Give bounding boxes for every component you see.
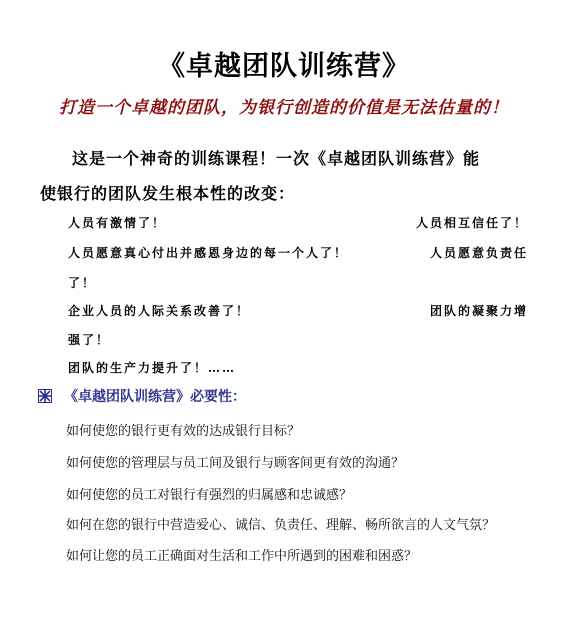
necessity-heading: 《卓越团队训练营》必要性： <box>64 389 246 405</box>
benefit-responsibility-cont: 了！ <box>68 276 97 290</box>
benefit-responsibility: 人员愿意负责任 <box>429 246 528 260</box>
question-4: 如何在您的银行中营造爱心、诚信、负责任、理解、畅所欲言的人文气氛？ <box>66 518 496 533</box>
question-5: 如何让您的员工正确面对生活和工作中所遇到的困难和困惑？ <box>66 549 418 564</box>
benefit-passion: 人员有激情了！ <box>68 216 167 230</box>
benefit-cohesion: 团队的凝聚力增 <box>429 304 528 318</box>
page-title: 《卓越团队训练营》 <box>158 51 410 82</box>
benefit-productivity: 团队的生产力提升了！…… <box>68 361 237 375</box>
intro-line-2: 使银行的团队发生根本性的改变： <box>40 184 296 203</box>
question-2: 如何使您的管理层与员工间及银行与顾客间更有效的沟通？ <box>66 456 405 471</box>
intro-line-1: 这是一个神奇的训练课程！一次《卓越团队训练营》能 <box>72 149 481 168</box>
benefit-cohesion-cont: 强了！ <box>68 333 111 347</box>
question-3: 如何使您的员工对银行有强烈的归属感和忠诚感？ <box>66 488 353 503</box>
boxed-x-icon <box>38 389 52 403</box>
benefit-trust: 人员相互信任了！ <box>415 216 528 230</box>
slogan: 打造一个卓越的团队，为银行创造的价值是无法估量的！ <box>59 98 509 118</box>
question-1: 如何使您的银行更有效的达成银行目标？ <box>66 424 301 439</box>
benefit-relationships: 企业人员的人际关系改善了！ <box>68 304 251 318</box>
necessity-heading-row <box>38 386 246 406</box>
benefit-gratitude: 人员愿意真心付出并感恩身边的每一个人了！ <box>68 246 349 260</box>
